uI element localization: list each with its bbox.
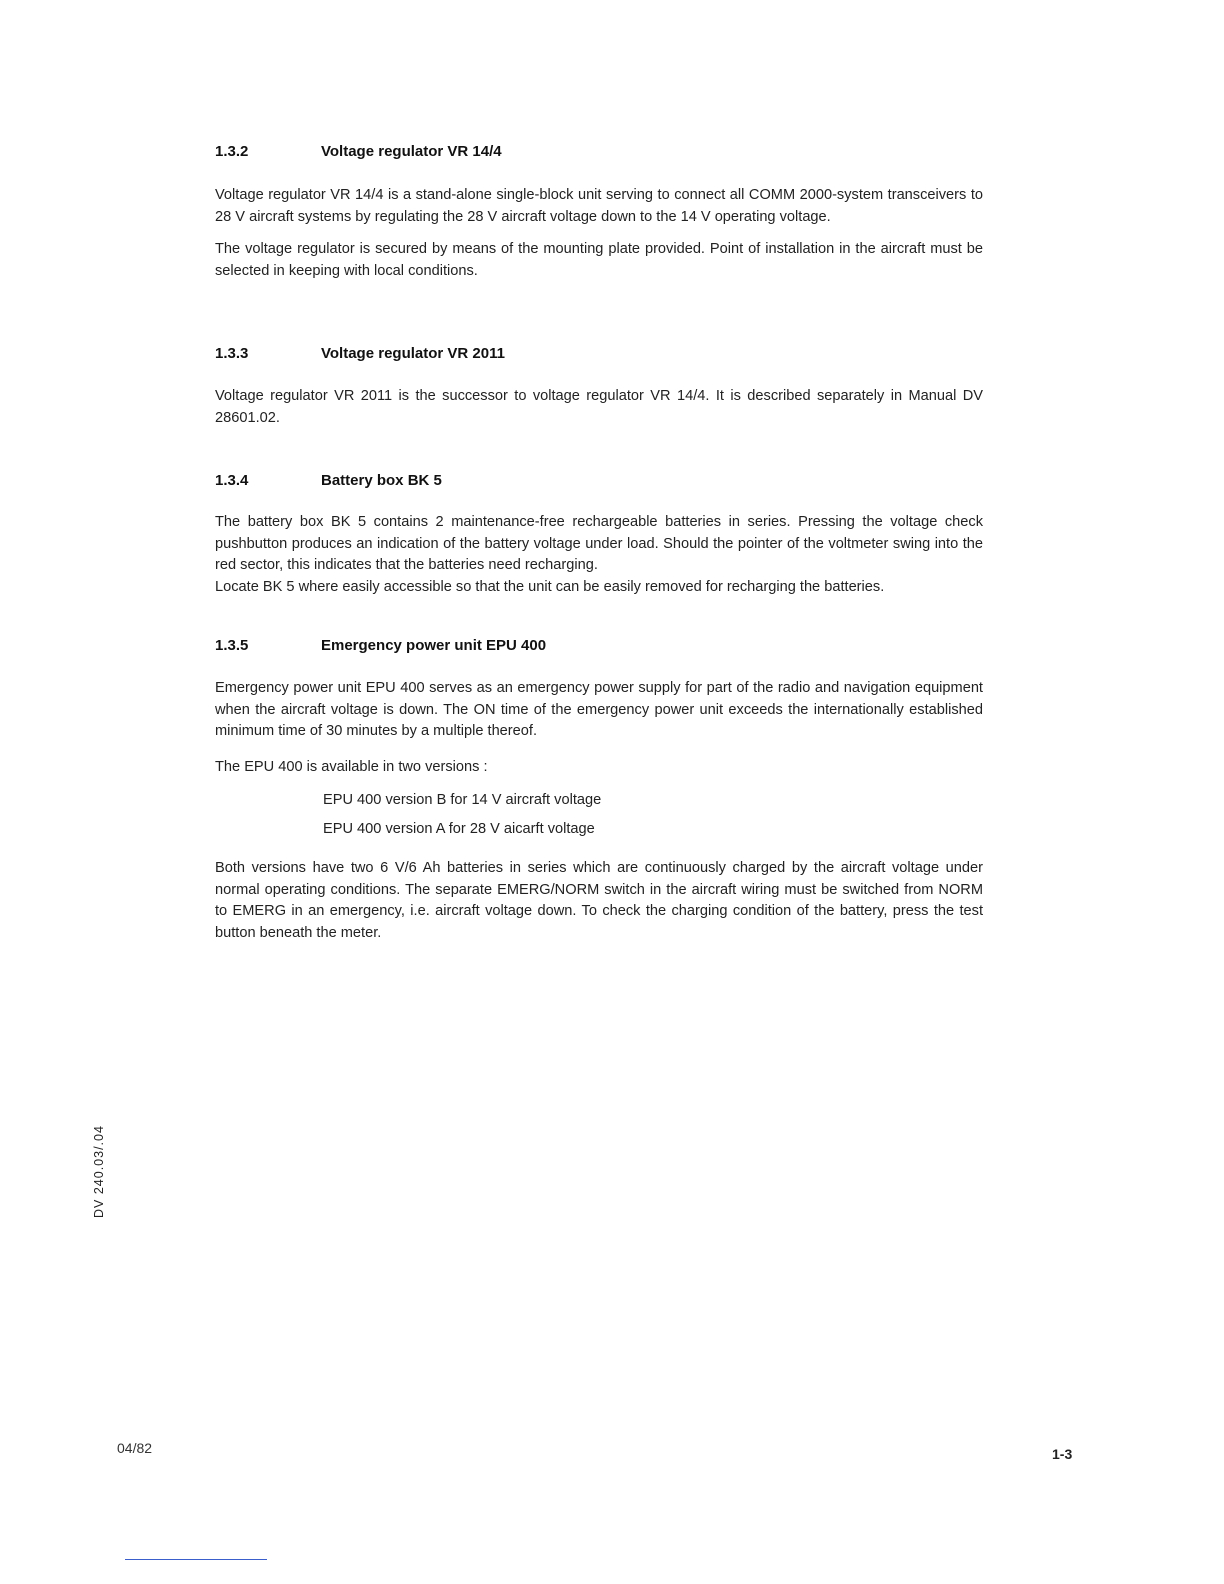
section-1-3-3 — [215, 345, 983, 429]
section-number: 1.3.3 — [215, 345, 249, 362]
section-title: Voltage regulator VR 14/4 — [321, 143, 502, 160]
page-number: 1-3 — [1052, 1446, 1073, 1462]
section-title: Voltage regulator VR 2011 — [321, 345, 505, 362]
paragraph: Voltage regulator VR 2011 is the successor to voltage regulator VR 14/4. It is described separately in Manual DV 28601.02. — [215, 388, 983, 426]
section-1-3-4 — [215, 472, 983, 598]
section-heading — [215, 637, 983, 659]
section-heading — [215, 472, 983, 494]
section-number: 1.3.5 — [215, 637, 249, 654]
section-title: Emergency power unit EPU 400 — [321, 637, 547, 654]
paragraph: Locate BK 5 where easily accessible so that the unit can be easily removed for recharging the batteries. — [215, 578, 885, 595]
paragraph: Voltage regulator VR 14/4 is a stand-alone single-block unit serving to connect all COMM 2000-system transceivers to 28 V aircraft systems by regulating the 28 V aircraft voltage down to the 14 V operating voltage. — [215, 187, 983, 225]
section-number: 1.3.2 — [215, 143, 249, 160]
section-heading — [215, 143, 983, 165]
paragraph: The voltage regulator is secured by means of the mounting plate provided. Point of installation in the aircraft must be selected in keeping with local conditions. — [215, 241, 983, 279]
section-1-3-5 — [215, 637, 983, 944]
document-code: DV 240.03/.04 — [92, 1125, 106, 1218]
section-title: Battery box BK 5 — [321, 472, 442, 489]
paragraph: Emergency power unit EPU 400 serves as an emergency power supply for part of the radio and navigation equipment when the aircraft voltage is down. The ON time of the emergency power unit exceeds the internationally established minimum time of 30 minutes by a multiple thereof. — [215, 680, 983, 739]
section-number: 1.3.4 — [215, 472, 249, 489]
paragraph: The EPU 400 is available in two versions : — [215, 758, 488, 775]
version-item: EPU 400 version B for 14 V aircraft voltage — [323, 792, 602, 808]
section-heading — [215, 345, 983, 367]
divider — [125, 1559, 267, 1560]
paragraph: Both versions have two 6 V/6 Ah batteries in series which are continuously charged by the aircraft voltage under normal operating conditions. The separate EMERG/NORM switch in the aircraft wiring must be switched from NORM to EMERG in an emergency, i.e. aircraft voltage down. To check the charging condition of the battery, press the test button beneath the meter. — [215, 860, 983, 941]
paragraph: The battery box BK 5 contains 2 maintenance-free rechargeable batteries in series. Pressing the voltage check pushbutton produces an indication of the battery voltage under load. Should the pointer of the voltmeter swing into the red sector, this indicates that the batteries need recharging. — [215, 514, 983, 573]
issue-date: 04/82 — [117, 1440, 153, 1456]
section-1-3-2 — [215, 143, 983, 282]
version-item: EPU 400 version A for 28 V aicarft voltage — [323, 821, 595, 837]
